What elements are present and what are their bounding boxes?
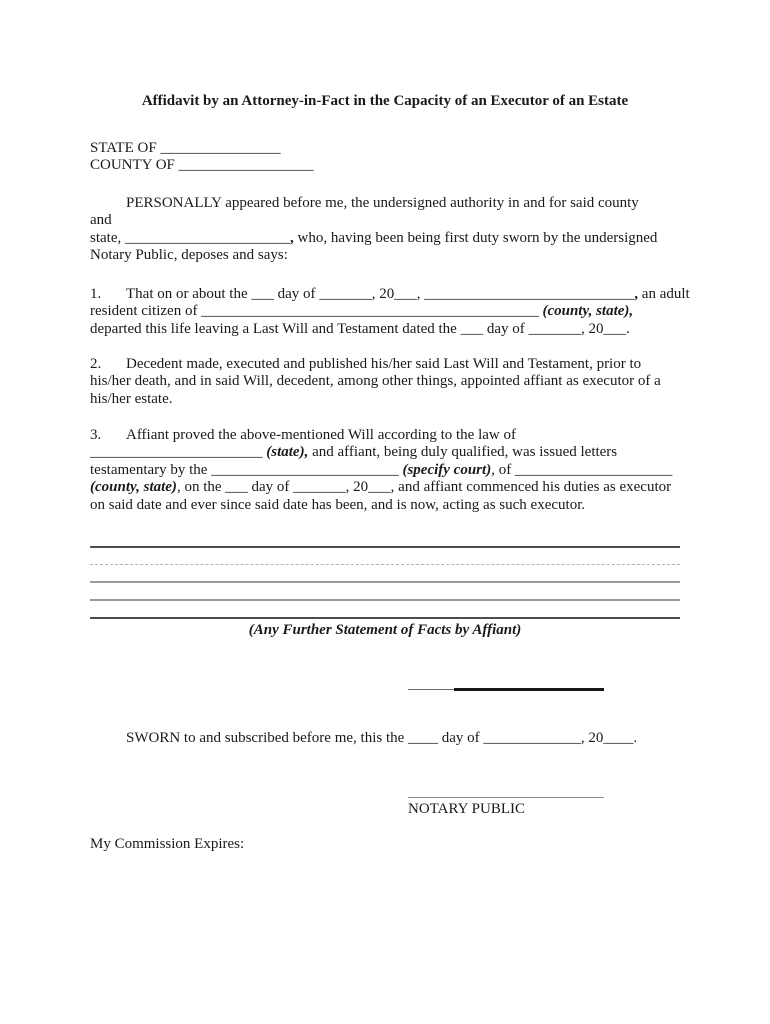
text-segment: That on or about the ___ day of _______, 20___, ____________________________ <box>126 286 635 302</box>
paragraph-3-letters-testamentary <box>90 427 730 514</box>
text-segment: PERSONALLY appeared before me, the undersigned authority in and for said county <box>126 195 639 211</box>
statement-caption: (Any Further Statement of Facts by Affiant) <box>248 622 522 638</box>
text-segment: _______________________ <box>90 444 267 461</box>
state-of-line <box>90 140 314 157</box>
text-line <box>90 303 730 320</box>
text-line <box>90 286 730 303</box>
text-segment: resident citizen of _____________________________________________ <box>90 303 543 320</box>
document-title: Affidavit by an Attorney-in-Fact in the Capacity of an Executor of an Estate <box>141 93 629 109</box>
county-of-label: COUNTY OF <box>90 157 179 174</box>
sworn-clause <box>90 730 730 747</box>
venue-block <box>90 140 314 175</box>
notary-public-label: NOTARY PUBLIC <box>408 801 526 817</box>
text-line <box>90 195 730 212</box>
state-blank-field: ________________ <box>160 140 281 156</box>
text-segment: his/her death, and in said Will, decedent, among other things, appointed affiant as executor of a <box>90 373 661 390</box>
text-line <box>90 497 730 514</box>
text-segment: , of _____________________ <box>491 461 673 478</box>
text-segment: (county, state) <box>90 479 177 496</box>
text-segment: testamentary by the _________________________ <box>90 461 403 478</box>
text-segment: and <box>90 212 112 229</box>
statement-rule-line <box>90 546 680 548</box>
text-segment: Affiant proved the above-mentioned Will according to the law of <box>126 427 516 443</box>
paragraph-number: 3. <box>90 427 102 443</box>
statement-rule-line <box>90 564 680 565</box>
text-segment: , <box>290 229 294 246</box>
affiant-signature-line-thin <box>408 689 454 690</box>
text-line <box>90 730 730 747</box>
paragraph-1-death-of-decedent <box>90 286 730 338</box>
text-segment: Decedent made, executed and published his/her said Last Will and Testament, prior to <box>126 356 642 372</box>
affiant-signature-line-thick <box>454 688 604 691</box>
paragraph-number: 1. <box>90 286 102 302</box>
text-line <box>90 321 730 338</box>
text-line <box>90 427 730 444</box>
text-segment: (specify court) <box>402 461 492 478</box>
text-line <box>90 391 730 408</box>
text-line <box>90 212 730 229</box>
statement-rule-line <box>90 617 680 619</box>
notary-signature-line <box>408 797 604 798</box>
text-segment: , <box>634 286 639 302</box>
text-segment: SWORN to and subscribed before me, this the ____ day of _____________, 20____. <box>126 730 638 746</box>
statement-rule-line <box>90 599 680 601</box>
county-blank-field: __________________ <box>178 157 314 174</box>
text-segment: on said date and ever since said date has been, and is now, acting as such executor. <box>90 496 586 513</box>
text-segment: his/her estate. <box>90 390 173 407</box>
state-of-label: STATE OF <box>90 140 161 156</box>
text-segment: (state), <box>266 444 309 461</box>
text-segment: (county, state), <box>542 303 634 320</box>
text-line <box>90 462 730 479</box>
text-segment: , on the ___ day of _______, 20___, and affiant commenced his duties as executor <box>176 479 672 496</box>
text-segment: who, having been being first duty sworn by the undersigned <box>293 229 658 246</box>
text-segment: state, ______________________ <box>90 229 290 246</box>
text-segment: and affiant, being duly qualified, was issued letters <box>308 444 618 461</box>
paragraph-number: 2. <box>90 356 102 372</box>
commission-expires-label: My Commission Expires: <box>90 836 245 852</box>
intro-paragraph <box>90 195 730 265</box>
text-segment: Notary Public, deposes and says: <box>90 247 288 264</box>
text-line <box>90 247 730 264</box>
text-line <box>90 479 730 496</box>
text-segment: departed this life leaving a Last Will and Testament dated the ___ day of _______, 20___. <box>90 320 630 337</box>
statement-rule-line <box>90 581 680 583</box>
text-line <box>90 356 730 373</box>
text-line <box>90 230 730 247</box>
county-of-line <box>90 157 314 174</box>
text-segment: an adult <box>638 286 690 302</box>
text-line <box>90 373 730 390</box>
text-line <box>90 444 730 461</box>
paragraph-2-will-execution <box>90 356 730 408</box>
